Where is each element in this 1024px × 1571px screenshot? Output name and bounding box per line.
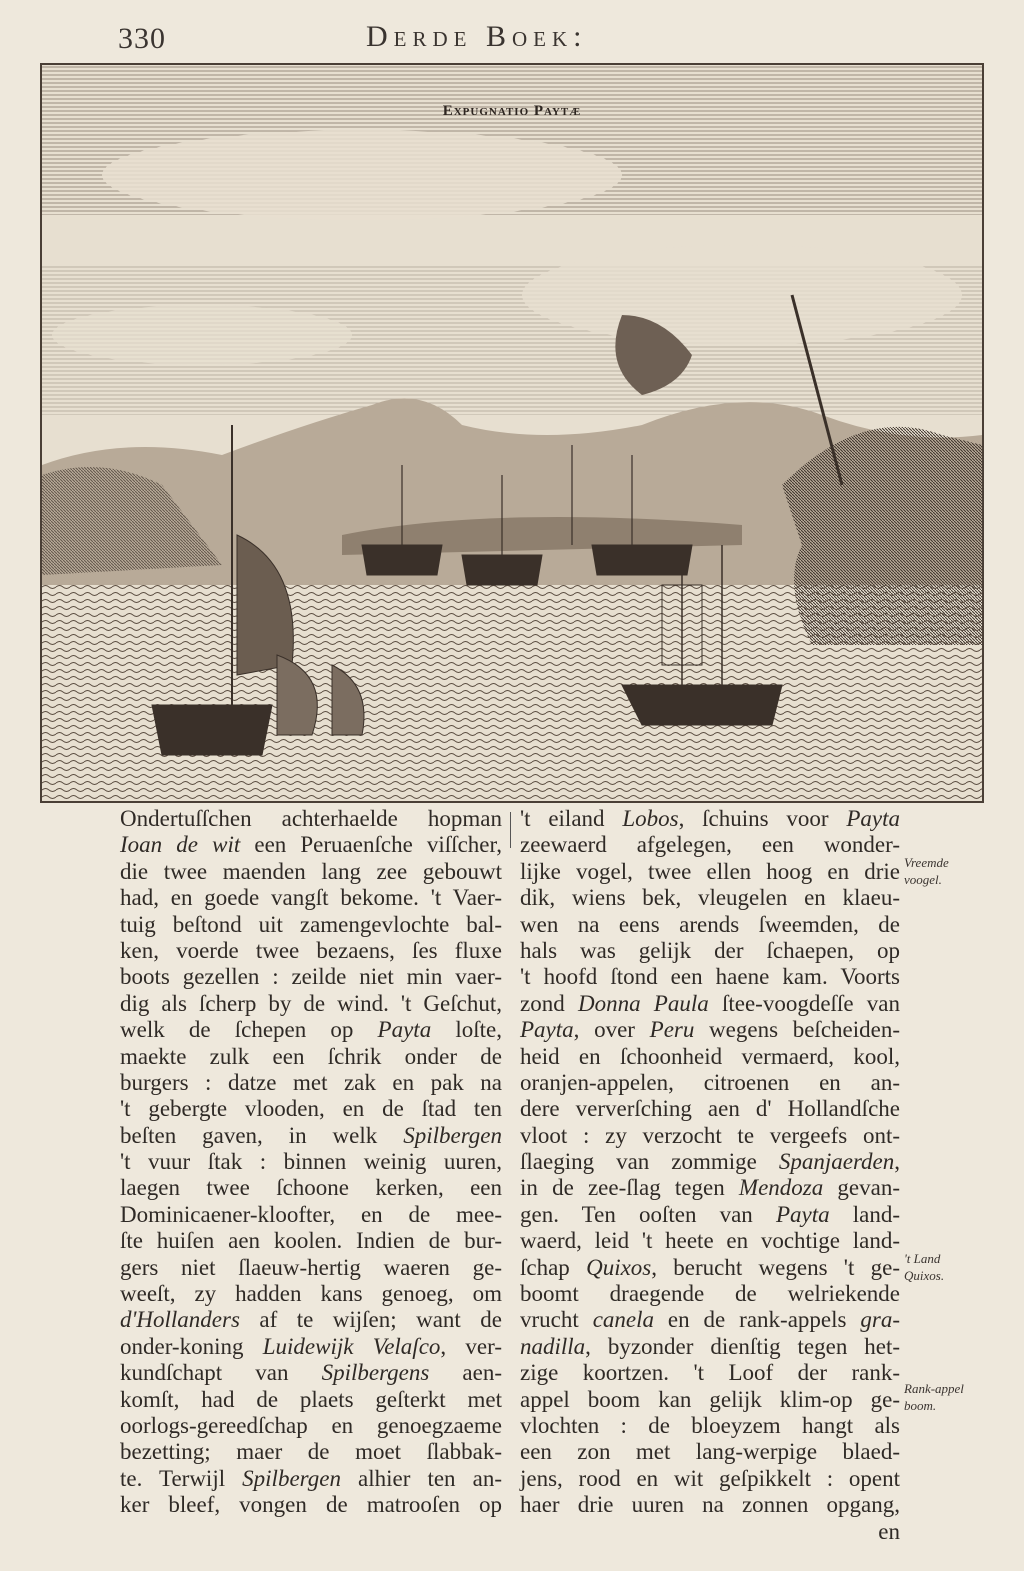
text-segment: aen- [429,1360,503,1386]
text-line [520,1387,900,1413]
text-segment: boots gezellen : zeilde niet min vaer- [120,964,502,990]
text-line [520,1044,900,1070]
text-segment: dere ververſching aen d' Hollandſche [520,1096,900,1122]
text-segment: , ſchuins voor [678,806,847,831]
italic-name: canela [592,1307,654,1333]
text-segment: ken, voerde twee bezaens, ſes fluxe [120,937,502,963]
italic-name: Lobos [622,806,679,831]
text-line [520,1281,900,1307]
text-segment: tuig beſtond uit zamengevlochte bal- [120,911,502,937]
italic-name: Spilbergen [403,1122,502,1148]
text-line [520,1070,900,1096]
text-column-left [120,806,502,1519]
text-segment: haer drie uuren na zonnen opgang, [520,1492,900,1518]
text-segment: oranjen-appelen, citroenen en an- [520,1069,900,1095]
italic-name: Donna Paula [577,990,709,1016]
text-line [520,832,900,858]
text-line [520,1519,900,1545]
text-segment: gen. Ten ooſten van [520,1201,776,1227]
text-line [120,1228,502,1254]
engraving-illustration [42,65,982,801]
text-line [120,1492,502,1518]
running-title: Derde Boek: [366,20,588,53]
text-segment: en [878,1518,900,1544]
text-segment: kundſchapt van [120,1360,322,1386]
text-segment: wen na eens arends ſweemden, de [520,911,900,937]
text-segment: bezetting; maer de moet ſlabbak- [120,1439,502,1465]
italic-name: Payta [846,806,900,831]
text-segment: burgers : datze met zak en pak na [120,1069,502,1095]
text-segment: , berucht wegens 't ge- [651,1254,900,1280]
text-segment: , [894,1149,900,1175]
text-segment: waerd, leid 't heete en vochtige land- [520,1228,900,1254]
text-segment: ker bleef, vongen de matrooſen op [120,1492,502,1518]
text-line [520,1096,900,1122]
text-segment: komſt, had de plaets geſterkt met [120,1386,502,1412]
text-segment: boomt draegende de welriekende [520,1281,900,1307]
italic-name: Payta [520,1017,574,1043]
plate-title: Expugnatio Paytæ [442,103,582,119]
text-line [120,991,502,1017]
text-line [520,806,900,832]
text-line [120,885,502,911]
text-segment: een zon met lang-werpige blaed- [520,1439,900,1465]
text-segment: oorlogs-gereedſchap en genoegzaeme [120,1412,502,1438]
margin-note-line: 't Land [904,1251,941,1266]
text-segment: ſchap [520,1254,587,1280]
margin-note-line: boom. [904,1398,937,1413]
text-line [520,1175,900,1201]
text-segment: zige koortzen. 't Loof der rank- [520,1360,900,1386]
text-segment: zeewaerd afgelegen, een wonder- [520,832,900,858]
text-segment: onder-koning [120,1333,263,1359]
text-segment: vrucht [520,1307,593,1333]
text-line [120,1307,502,1333]
text-line [120,1096,502,1122]
text-segment: af te wijſen; want de [239,1307,502,1333]
text-line [120,1202,502,1228]
text-line [120,1360,502,1386]
text-segment: heid en ſchoonheid vermaerd, kool, [520,1043,900,1069]
text-line [120,1413,502,1439]
italic-name: Payta [775,1201,830,1227]
text-line [520,964,900,990]
text-segment: vlochten : de bloeyzem hangt als [520,1412,900,1438]
text-line [520,991,900,1017]
text-segment: ſte huiſen aen koolen. Indien de bur- [120,1228,502,1254]
text-segment: , byzonder dienſtig tegen het- [585,1333,900,1359]
text-line [520,859,900,885]
text-line [520,1123,900,1149]
text-segment: had, en goede vangſt bekome. 't Vaer- [120,885,502,911]
text-line [120,1466,502,1492]
text-line [520,1492,900,1518]
text-segment: dig als ſcherp by de wind. 't Geſchut, [120,990,502,1016]
text-segment: wegens beſcheiden- [694,1017,900,1043]
text-line [520,1360,900,1386]
italic-name: Spilbergen [242,1465,341,1491]
text-line [120,1044,502,1070]
text-line [520,885,900,911]
text-line [520,1466,900,1492]
text-line [520,1439,900,1465]
margin-note-line: voogel. [904,872,942,887]
text-line [120,1281,502,1307]
text-segment: ſtee-voogdeſſe van [708,990,900,1016]
text-segment: loſte, [431,1017,502,1043]
text-segment: alhier ten an- [340,1465,502,1491]
text-line [120,1017,502,1043]
text-segment: welk de ſchepen op [120,1017,378,1043]
text-line [120,1175,502,1201]
text-line [520,1228,900,1254]
text-line [520,1202,900,1228]
margin-note [904,854,949,888]
italic-name: Ioan de wit [120,832,241,858]
text-segment: jens, rood en wit geſpikkelt : opent [520,1465,900,1491]
text-segment: lijke vogel, twee ellen hoog en drie [520,858,900,884]
italic-name: Spilbergens [321,1360,430,1386]
text-segment: appel boom kan gelijk klim-op ge- [520,1386,900,1412]
text-line [120,1123,502,1149]
text-line [120,859,502,885]
text-line [520,1413,900,1439]
text-segment: beſten gaven, in welk [120,1122,404,1148]
italic-name: Mendoza [738,1175,824,1201]
text-segment: een Peruaenſche viſſcher, [240,832,502,858]
page-number: 330 [118,22,166,55]
text-line [120,938,502,964]
text-line [520,1307,900,1333]
text-segment: Ondertuſſchen achterhaelde hopman [120,806,502,831]
text-line [120,1334,502,1360]
text-segment: dik, wiens bek, vleugelen en klaeu- [520,885,900,911]
text-segment: zond [520,990,578,1016]
text-line [120,806,502,832]
italic-name: gra- [860,1307,901,1333]
italic-name: Quixos [586,1254,652,1280]
text-line [120,1255,502,1281]
text-line [120,832,502,858]
text-line [520,1334,900,1360]
engraving-plate [40,63,984,803]
italic-name: nadilla [520,1333,586,1359]
text-segment: land- [829,1201,900,1227]
italic-name: Peru [649,1017,695,1043]
italic-name: Spanjaerden [778,1149,895,1175]
text-segment: 't gebergte vlooden, en de ſtad ten [120,1096,502,1122]
text-line [120,1439,502,1465]
text-segment: maekte zulk een ſchrik onder de [120,1043,502,1069]
text-segment: Dominicaener-kloofter, en de mee- [120,1201,502,1227]
text-segment: ſlaeging van zommige [520,1149,779,1175]
margin-note-line: Rank-appel [904,1381,964,1396]
text-segment: 't vuur ſtak : binnen weinig uuren, [120,1149,502,1175]
text-segment: die twee maenden lang zee gebouwt [120,858,502,884]
text-segment: te. Terwijl [120,1465,243,1491]
text-segment: laegen twee ſchoone kerken, een [120,1175,502,1201]
text-segment: 't eiland [520,806,623,831]
text-line [520,938,900,964]
text-segment: , ver- [440,1333,502,1359]
margin-note-line: Vreemde [904,855,949,870]
text-line [520,1017,900,1043]
text-segment: gevan- [823,1175,900,1201]
text-segment: gers niet ſlaeuw-hertig waeren ge- [120,1254,502,1280]
margin-note-line: Quixos. [904,1268,945,1283]
italic-name: Luidewijk Velaſco [262,1333,441,1359]
text-line [120,1387,502,1413]
margin-note [904,1380,964,1414]
text-segment: in de zee-ſlag tegen [520,1175,739,1201]
text-segment: vloot : zy verzocht te vergeefs ont- [520,1122,900,1148]
text-segment: hals was gelijk der ſchaepen, op [520,937,900,963]
italic-name: d'Hollanders [120,1307,240,1333]
text-line [120,1149,502,1175]
text-line [520,1255,900,1281]
text-line [520,912,900,938]
text-line [120,964,502,990]
column-rule [510,812,511,848]
text-segment: weeſt, zy hadden kans genoeg, om [120,1281,502,1307]
italic-name: Payta [377,1017,432,1043]
text-segment: , over [573,1017,650,1043]
text-line [120,912,502,938]
text-segment: en de rank-appels [654,1307,861,1333]
text-line [520,1149,900,1175]
text-line [120,1070,502,1096]
text-column-right [520,806,900,1545]
margin-note [904,1250,944,1284]
text-segment: 't hoofd ſtond een haene kam. Voorts [520,964,900,990]
